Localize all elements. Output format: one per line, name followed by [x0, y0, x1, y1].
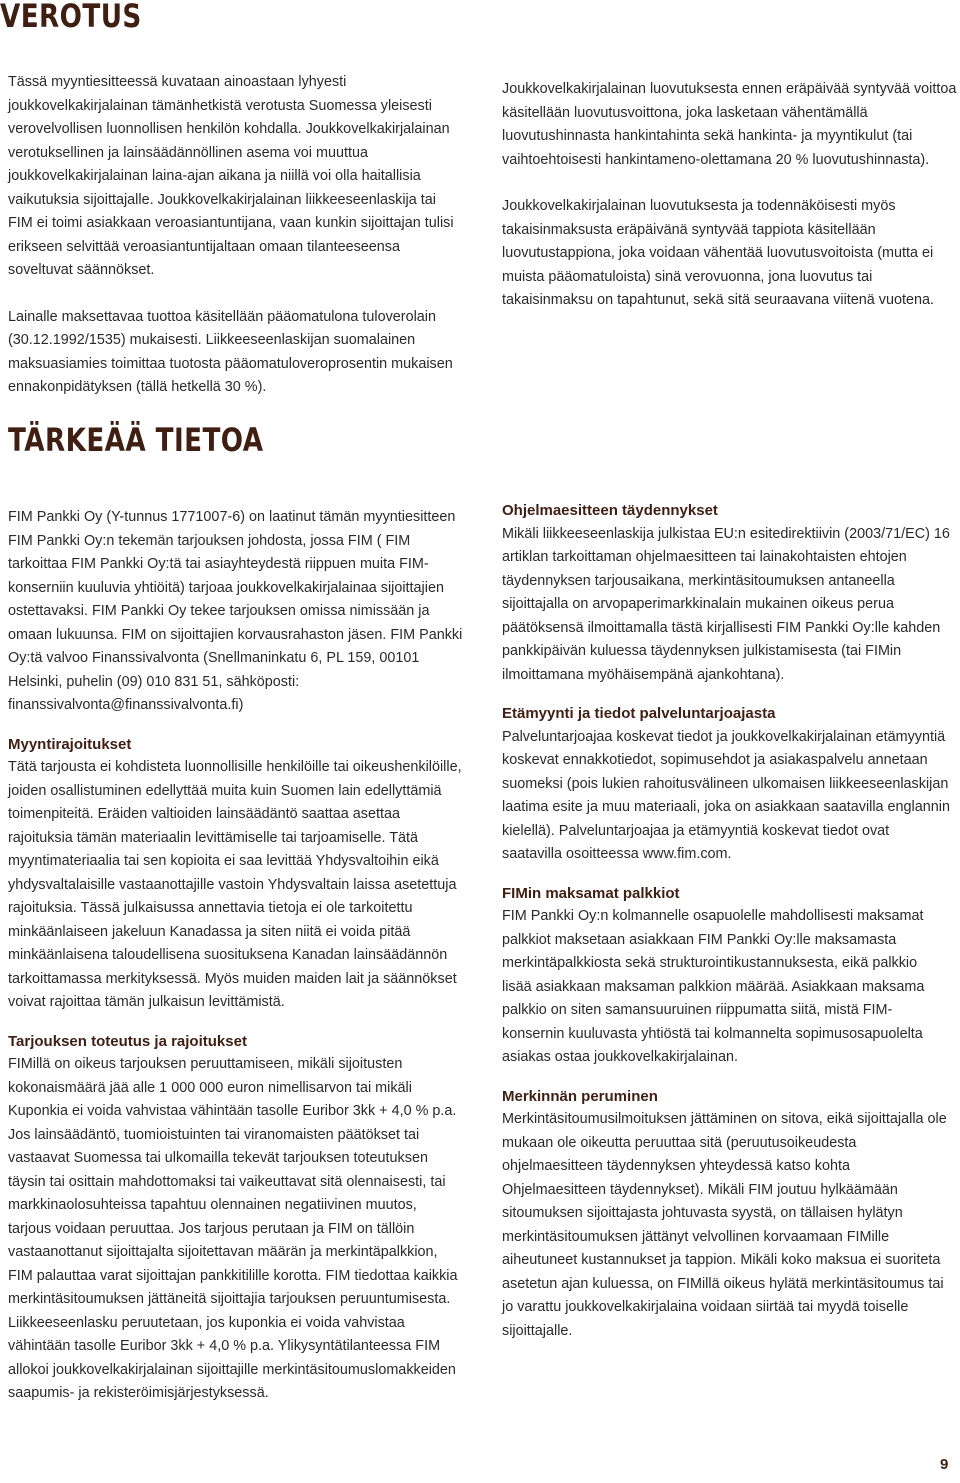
paragraph-ohjelmaesitteen-taydennykset: Mikäli liikkeeseenlaskija julkistaa EU:n esitedirektiivin (2003/71/EC) 16 artiklan tarkoittaman ohjelmaesitteen tai lainakohtaisten ehtojen täydennyksen tarjousaikana, merkintäsitoumuksen antaneella sijoittajalla on arvopaperimarkkinalain mukainen oikeus perua päätöksensä ilmoittamalla tästä kirjallisesti FIM Pankki Oy:lle kahden pankkipäivän kuluessa täydennyksen julkistamisesta (tai FIMin ilmoittamana myöhäisempänä ajankohtana).	[502, 525, 950, 683]
paragraph-etamyynti: Palveluntarjoajaa koskevat tiedot ja joukkovelkakirjalainan etämyyntiä koskevat ennakkotiedot, sopimusehdot ja asiakaspalvelu annetaan suomeksi (pois lukien rahoitusvälineen ulkomaisen liikkeeseenlaskijan laatima esite ja muu materiaali, joka on asiakkaan saatavilla englannin kielellä). Palveluntarjoajaa ja etämyyntiä koskevat tiedot ovat saatavilla osoitteessa www.fim.com.	[502, 728, 950, 862]
tarkeaa-column-left	[8, 506, 463, 1406]
paragraph-merkinnan-peruminen: Merkintäsitoumusilmoituksen jättäminen on sitova, eikä sijoittajalla ole mukaan ole oikeutta peruuttaa sitä (peruutusoikeudesta ohjelmaesitteen täydennyksen yhteydessä katso kohta Ohjelmaesitteen täydennykset). Mikäli FIM joutuu hylkäämään sitoumuksen sijoittajasta johtuvasta syystä, on tällaisen hylätyn merkintäsitoumuksen jättänyt velvollinen korvaamaan FIMille aiheutuneet kustannukset ja tappion. Mikäli koko maksua ei suoriteta asetetun ajan kuluessa, on FIMillä oikeus hylätä merkintäsitoumus tai jo varattu joukkovelkakirjalaina voidaan siirtää tai myydä toiselle sijoittajalle.	[502, 1111, 947, 1339]
subheading-fimin-palkkiot: FIMin maksamat palkkiot	[502, 884, 680, 902]
tarkeaa-column-right	[502, 499, 950, 1343]
paragraph-tarjouksen-toteutus: FIMillä on oikeus tarjouksen peruuttamiseen, mikäli sijoitusten kokonaismäärä jää alle 1 000 000 euron nimellisarvon tai mikäli Kuponkia ei voida vahvistaa vähintään tasolle Euribor 3kk + 4,0 % p.a. Jos lainsäädäntö, tuomioistuinten tai viranomaisten päätökset tai vastaavat Suomessa tai ulkomailla tekevät tarjouksen toteutuksen täysin tai osittain mahdottomaksi tai vaikeuttavat sitä olennaisesti, tai markkinaolosuhteissa tapahtuu olennainen negatiivinen muutos, tarjous voidaan peruuttaa. Jos tarjous perutaan ja FIM on tällöin vastaanottanut sijoittajalta sijoitettavan määrän ja merkintäpalkkion, FIM palauttaa varat sijoittajan pankkitilille korotta. FIM tiedottaa kaikkia merkintäsitoumuksen jättäneitä sijoittajia tarjouksen peruuntumisesta. Liikkeeseenlasku peruutetaan, jos kuponkia ei voida vahvistaa vähintään tasolle Euribor 3kk + 4,0 % p.a. Ylikysyntätilanteessa FIM allokoi joukkovelkakirjalainan sijoittajille merkintäsitoumuslomakkeiden saapumis- ja rekisteröimisjärjestyksessä.	[8, 1056, 458, 1401]
subheading-ohjelmaesitteen-taydennykset: Ohjelmaesitteen täydennykset	[502, 502, 718, 519]
subheading-etamyynti: Etämyynti ja tiedot palveluntarjoajasta	[502, 705, 776, 722]
verotus-paragraph-1: Tässä myyntiesitteessä kuvataan ainoastaan lyhyesti joukkovelkakirjalainan tämänhetkistä verotusta Suomessa yleisesti verovelvollisen luonnollisen henkilön kohdalla. Joukkovelkakirjalainan verotuksellinen ja lainsäädännöllinen asema voi muuttua joukkovelkakirjalainan laina-ajan aikana ja niillä voi olla haitallisia vaikutuksia sijoittajalle. Joukkovelkakirjalainan liikkeeseenlaskija tai FIM ei toimi asiakkaan veroasiantuntijana, vaan kunkin sijoittajan tulisi erikseen selvittää veroasiantuntijaltaan omaan tilanteeseensa soveltuvat säännökset.	[8, 74, 454, 278]
subheading-tarjouksen-toteutus: Tarjouksen toteutus ja rajoitukset	[8, 1032, 247, 1050]
verotus-paragraph-2: Lainalle maksettavaa tuottoa käsitellään pääomatulona tuloverolain (30.12.1992/1535) mukaisesti. Liikkeeseenlaskijan suomalainen maksuasiamies toimittaa tuotosta pääomatuloveroprosentin mukaisen ennakonpidätyksen (tällä hetkellä 30 %).	[8, 308, 453, 395]
tarkeaa-intro-paragraph: FIM Pankki Oy (Y-tunnus 1771007-6) on laatinut tämän myyntiesitteen FIM Pankki Oy:n tekemän tarjouksen johdosta, jossa FIM ( FIM tarkoittaa FIM Pankki Oy:tä tai asiayhteydestä riippuen muita FIM-konserniin kuuluvia yhtiöitä) tarjoaa joukkovelkakirjalainaa sijoittajien ostettavaksi. FIM Pankki Oy tekee tarjouksen omissa nimissään ja omaan lukuunsa. FIM on sijoittajien korvausrahaston jäsen. FIM Pankki Oy:tä valvoo Finanssivalvonta (Snellmaninkatu 6, PL 159, 00101 Helsinki, puhelin (09) 010 831 51, sähköposti: finanssivalvonta@finanssivalvonta.fi)	[8, 509, 463, 713]
subheading-myyntirajoitukset: Myyntirajoitukset	[8, 735, 132, 753]
verotus-column-left	[8, 71, 463, 400]
section-heading-verotus: VEROTUS	[0, 0, 142, 35]
verotus-paragraph-4: Joukkovelkakirjalainan luovutuksesta ja todennäköisesti myös takaisinmaksusta eräpäivänä syntyvää tappiota käsitellään luovutustappiona, joka voidaan vähentää luovutusvoitoista (mutta ei muista pääomatuloista) sinä verovuonna, jona luovutus tai takaisinmaksu on tapahtunut, sekä sitä seuraavana viitenä vuotena.	[502, 198, 934, 308]
subheading-merkinnan-peruminen: Merkinnän peruminen	[502, 1087, 658, 1105]
verotus-column-right	[502, 78, 960, 313]
page-number: 9	[940, 1456, 949, 1473]
paragraph-fimin-palkkiot: FIM Pankki Oy:n kolmannelle osapuolelle mahdollisesti maksamat palkkiot maksetaan asiakkaan FIM Pankki Oy:lle maksamasta merkintäpalkkiosta sekä strukturointikustannuksesta, eikä palkkio lisää asiakkaan maksaman palkkion määrää. Asiakkaan maksama palkkio on siten samansuuruinen riippumatta siitä, mistä FIM-konsernin kuuluvasta yhtiöstä tai kolmannelta sopimusosapuolelta asiakas ostaa joukkovelkakirjalainan.	[502, 908, 925, 1065]
section-heading-tarkeaa-tietoa: TÄRKEÄÄ TIETOA	[8, 421, 264, 459]
paragraph-myyntirajoitukset: Tätä tarjousta ei kohdisteta luonnollisille henkilöille tai oikeushenkilöille, joiden osallistuminen edellyttää muita kuin Suomen lain edellyttämiä toimenpiteitä. Eräiden valtioiden lainsäädäntö saattaa asettaa rajoituksia tämän materiaalin levittämiselle tai tarjoamiselle. Tätä myyntimateriaalia tai sen kopioita ei saa levittää Yhdysvaltoihin eikä yhdysvaltalaisille vastaanottajille vastoin Yhdysvaltain laissa asetettuja rajoituksia. Tässä julkaisussa annettavia tietoja ei ole tarkoitettu minkäänlaiseen jakeluun Kanadassa ja siten niitä ei voida pitää minkäänlaisena taloudellisena suosituksena Kanadan lainsäädännön tarkoittamassa merkityksessä. Myös muiden maiden lait ja säännökset voivat rajoittaa tämän julkaisun levittämistä.	[8, 759, 462, 1010]
verotus-paragraph-3: Joukkovelkakirjalainan luovutuksesta ennen eräpäivää syntyvää voittoa käsitellään luovutusvoittona, joka lasketaan vähentämällä luovutushinnasta hankintahinta sekä hankinta- ja myyntikulut (tai vaihtoehtoisesti hankintameno-olettamana 20 % luovutushinnasta).	[502, 81, 957, 168]
